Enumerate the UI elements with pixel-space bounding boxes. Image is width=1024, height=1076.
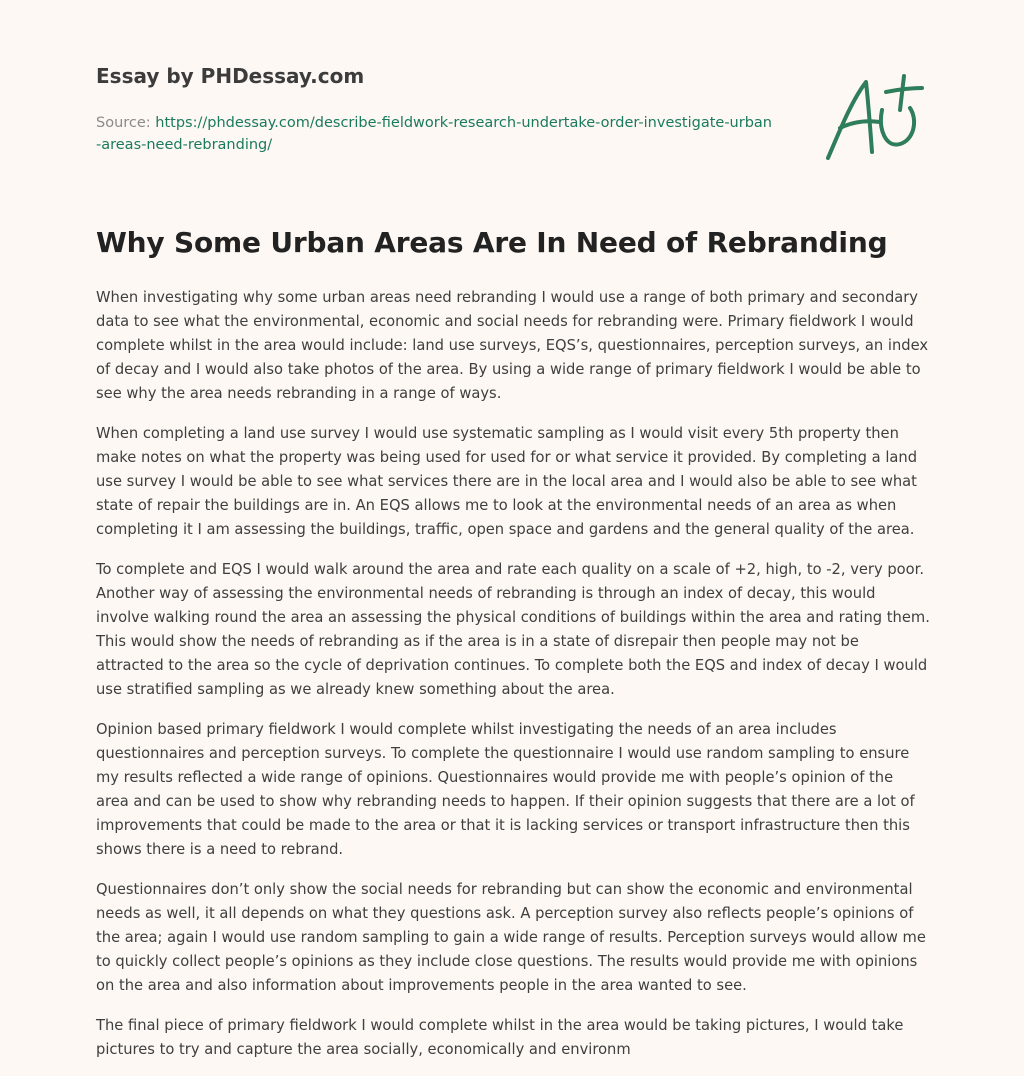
essay-paragraph: Opinion based primary fieldwork I would complete whilst investigating the needs of an area includes questionnaires and perception surveys. To complete the questionnaire I would use random sampling to ensure my results reflected a wide range of opinions. Questionnaires would provide me with people’s opinion of the area and can be used to show why rebranding needs to happen. If their opinion suggests that there are a lot of improvements that could be made to the area or that it is lacking services or transport infrastructure then this shows there is a need to rebrand.	[96, 721, 915, 858]
source-label: Source:	[96, 115, 151, 131]
site-title: Essay by PHDessay.com	[96, 64, 365, 88]
source-link[interactable]: https://phdessay.com/describe-fieldwork-research-undertake-order-investigate-urban-areas-need-rebranding/	[96, 115, 772, 153]
essay-paragraph: When completing a land use survey I would use systematic sampling as I would visit every 5th property then make notes on what the property was being used for used for or what service it provided. By completing a land use survey I would be able to see what services there are in the local area and I would also be able to see what state of repair the buildings are in. An EQS allows me to look at the environmental needs of an area as when completing it I am assessing the buildings, traffic, open space and gardens and the general quality of the area.	[96, 425, 918, 538]
a-plus-grade-icon	[820, 70, 928, 162]
essay-paragraph: Questionnaires don’t only show the social needs for rebranding but can show the economic and environmental needs as well, it all depends on what they questions ask. A perception survey also reflects people’s opinions of the area; again I would use random sampling to gain a wide range of results. Perception surveys would allow me to quickly collect people’s opinions as they include close questions. The results would provide me with opinions on the area and also information about improvements people in the area wanted to see.	[96, 881, 926, 994]
essay-paragraph: When investigating why some urban areas need rebranding I would use a range of both primary and secondary data to see what the environmental, economic and social needs for rebranding were. Primary fieldwork I would complete whilst in the area would include: land use surveys, EQS’s, questionnaires, perception surveys, an index of decay and I would also take photos of the area. By using a wide range of primary fieldwork I would be able to see why the area needs rebranding in a range of ways.	[96, 289, 929, 402]
essay-body	[96, 286, 930, 1076]
source-line	[96, 112, 776, 156]
essay-paragraph: The final piece of primary fieldwork I would complete whilst in the area would be taking pictures, I would take pictures to try and capture the area socially, economically and environm	[96, 1017, 904, 1058]
essay-title: Why Some Urban Areas Are In Need of Rebranding	[96, 226, 888, 259]
essay-paragraph: To complete and EQS I would walk around the area and rate each quality on a scale of +2, high, to -2, very poor. Another way of assessing the environmental needs of rebranding is through an index of decay, this would involve walking round the area an assessing the physical conditions of buildings within the area and rating them. This would show the needs of rebranding as if the area is in a state of disrepair then people may not be attracted to the area so the cycle of deprivation continues. To complete both the EQS and index of decay I would use stratified sampling as we already knew something about the area.	[96, 561, 930, 698]
